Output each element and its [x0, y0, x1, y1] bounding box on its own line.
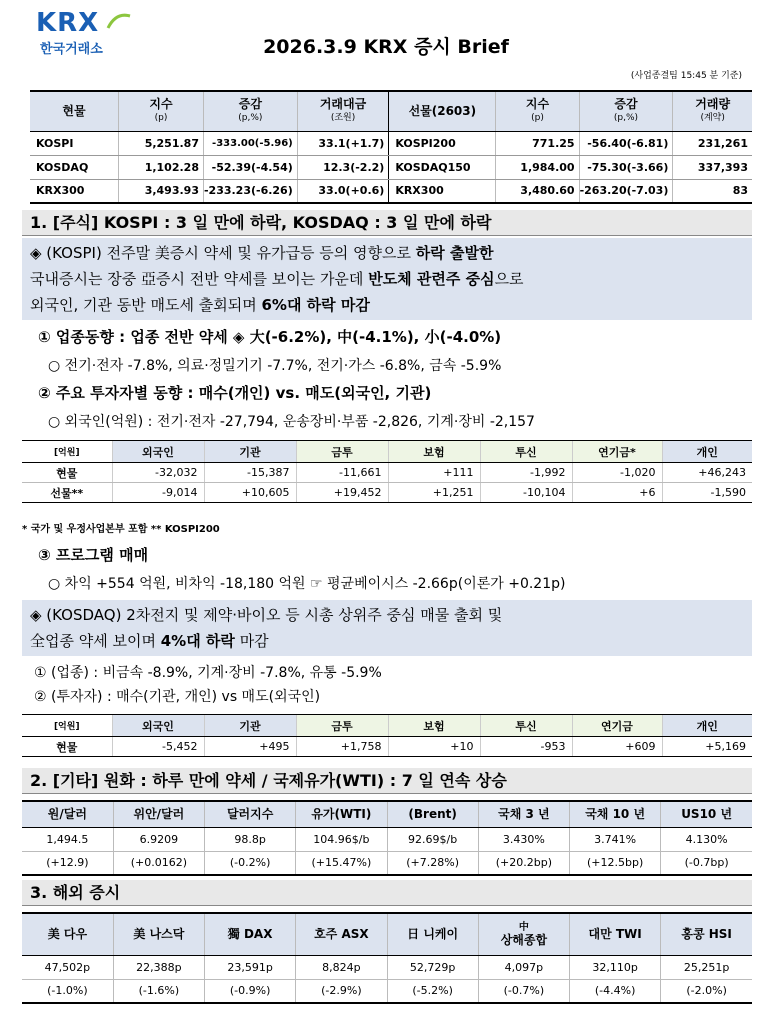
cell: (-0.2%): [205, 851, 296, 875]
col-spot: 현물: [30, 91, 119, 131]
cell: (-1.6%): [113, 979, 204, 1003]
row-label: 현물: [22, 463, 112, 483]
section-2-title: 2. [기타] 원화 : 하루 만에 약세 / 국제유가(WTI) : 7 일 연속 상승: [22, 768, 752, 794]
cell: -1,020: [572, 463, 662, 483]
col-us10y: US10 년: [661, 801, 752, 827]
cell: (-5.2%): [387, 979, 478, 1003]
col-wti: 유가(WTI): [296, 801, 387, 827]
row-index: 3,493.93: [119, 179, 204, 203]
col-hsi: 홍콩 HSI: [661, 913, 752, 955]
cell: (+12.9): [22, 851, 113, 875]
cell: (+12.5bp): [570, 851, 661, 875]
kosdaq-text-2: 全업종 약세 보이며: [30, 632, 161, 650]
cell: 25,251p: [661, 955, 752, 979]
cell: 23,591p: [205, 955, 296, 979]
col-foreign: 외국인: [112, 715, 204, 737]
table-row: [22, 483, 752, 503]
kosdaq-text-3: 마감: [234, 632, 269, 650]
unit-label: [억원]: [22, 441, 112, 463]
row-fut-change: -56.40(-6.81): [579, 131, 673, 155]
col-fut-change: 증감 (p,%): [579, 91, 673, 131]
cell: -1,590: [662, 483, 752, 503]
row-value: 33.1(+1.7): [297, 131, 389, 155]
shanghai-label: 상해종합: [500, 933, 548, 948]
col-foreign: 외국인: [112, 441, 204, 463]
col-pension: 연기금*: [572, 441, 662, 463]
cell: (+15.47%): [296, 851, 387, 875]
col-institution: 기관: [204, 715, 296, 737]
kosdaq-investor: ② (투자자) : 매수(기관, 개인) vs 매도(외국인): [34, 689, 321, 705]
kosdaq-summary-box: [22, 600, 752, 656]
row-fut-name: KRX300: [389, 179, 496, 203]
col-fin-invest: 금투: [296, 441, 388, 463]
cell: -10,104: [480, 483, 572, 503]
cell: (-1.0%): [22, 979, 113, 1003]
col-trust: 투신: [480, 715, 572, 737]
cell: +609: [572, 737, 662, 757]
fx-header-row: [22, 801, 752, 827]
cell: +111: [388, 463, 480, 483]
cell: -1,992: [480, 463, 572, 483]
row-value: 12.3(-2.2): [297, 155, 389, 179]
row-label: 현물: [22, 737, 112, 757]
cell: -11,661: [296, 463, 388, 483]
col-fin-invest: 금투: [296, 715, 388, 737]
program-trading-detail: ○ 차익 +554 억원, 비차익 -18,180 억원 ☞ 평균베이시스 -2.66p(이론가 +0.21p): [48, 576, 566, 592]
col-value: 거래대금 (조원): [297, 91, 389, 131]
table-row: [30, 179, 752, 203]
market-summary-table: [30, 90, 752, 204]
row-change: -233.23(-6.26): [203, 179, 297, 203]
col-individual: 개인: [662, 715, 752, 737]
col-asx: 호주 ASX: [296, 913, 387, 955]
kospi-text-1: ◈ (KOSPI) 전주말 美증시 약세 및 유가급등 등의 영향으로: [30, 244, 416, 262]
col-nasdaq: 美 나스닥: [113, 913, 204, 955]
summary-header-row: [30, 91, 752, 131]
cell: 4.130%: [661, 827, 752, 851]
kospi-text-4: 외국인, 기관 동반 매도세 출회되며: [30, 296, 262, 314]
row-fut-name: KOSPI200: [389, 131, 496, 155]
row-volume: 83: [673, 179, 752, 203]
cell: +19,452: [296, 483, 388, 503]
cell: (+0.0162): [113, 851, 204, 875]
col-change: 증감 (p,%): [203, 91, 297, 131]
row-change: -333.00(-5.96): [203, 131, 297, 155]
kospi-bold-2: 반도체 관련주 중심: [368, 270, 495, 288]
cell: 22,388p: [113, 955, 204, 979]
row-fut-change: -75.30(-3.66): [579, 155, 673, 179]
row-index: 5,251.87: [119, 131, 204, 155]
cell: 98.8p: [205, 827, 296, 851]
investor-table-kosdaq: [22, 714, 752, 757]
cell: +6: [572, 483, 662, 503]
cell: (-0.7bp): [661, 851, 752, 875]
col-shanghai: [478, 913, 569, 955]
asof-note: (사업종결팀 15:45 분 기준): [630, 71, 742, 81]
table-row: [30, 155, 752, 179]
table-row: [22, 463, 752, 483]
col-fut-index: 지수 (p): [496, 91, 579, 131]
row-label: 선물**: [22, 483, 112, 503]
row-name: KRX300: [30, 179, 119, 203]
logo-text: KRX: [36, 8, 100, 38]
cell: 8,824p: [296, 955, 387, 979]
row-fut-index: 3,480.60: [496, 179, 579, 203]
kospi-bold-3: 6%대 하락 마감: [261, 296, 370, 314]
table-row: [22, 979, 752, 1003]
logo-subtext: 한국거래소: [40, 42, 103, 57]
row-fut-index: 1,984.00: [496, 155, 579, 179]
industry-trend-title: ① 업종동향 : 업종 전반 약세 ◈ 大(-6.2%), 中(-4.1%), 小(-4.0%): [38, 328, 502, 346]
col-dow: 美 다우: [22, 913, 113, 955]
table-footnote: * 국가 및 우정사업본부 포함 ** KOSPI200: [22, 524, 220, 535]
fx-rates-table: [22, 800, 752, 876]
global-markets-table: [22, 912, 752, 1004]
cell: 32,110p: [570, 955, 661, 979]
row-fut-index: 771.25: [496, 131, 579, 155]
col-dollar-index: 달러지수: [205, 801, 296, 827]
row-volume: 337,393: [673, 155, 752, 179]
cell: (-4.4%): [570, 979, 661, 1003]
cell: +46,243: [662, 463, 752, 483]
col-futures: 선물(2603): [389, 91, 496, 131]
row-fut-name: KOSDAQ150: [389, 155, 496, 179]
table-row: [22, 827, 752, 851]
kospi-text-2: 국내증시는 장중 亞증시 전반 약세를 보이는 가운데: [30, 270, 369, 288]
cell: 3.430%: [478, 827, 569, 851]
cell: -5,452: [112, 737, 204, 757]
kosdaq-text-1: ◈ (KOSDAQ) 2차전지 및 제약·바이오 등 시총 상위주 중심 매물 출회 및: [30, 606, 503, 624]
row-volume: 231,261: [673, 131, 752, 155]
col-nikkei: 日 니케이: [387, 913, 478, 955]
cell: 1,494.5: [22, 827, 113, 851]
table-row: [30, 131, 752, 155]
cell: -32,032: [112, 463, 204, 483]
cell: +5,169: [662, 737, 752, 757]
col-pension: 연기금: [572, 715, 662, 737]
cell: (-0.7%): [478, 979, 569, 1003]
program-trading-title: ③ 프로그램 매매: [38, 546, 149, 564]
col-taiwan: 대만 TWI: [570, 913, 661, 955]
cell: 3.741%: [570, 827, 661, 851]
row-index: 1,102.28: [119, 155, 204, 179]
cell: (+20.2bp): [478, 851, 569, 875]
col-individual: 개인: [662, 441, 752, 463]
logo-swoosh-icon: [106, 12, 132, 32]
cell: +10: [388, 737, 480, 757]
cell: +1,758: [296, 737, 388, 757]
section-3-title: 3. 해외 증시: [22, 880, 752, 906]
section-1-title: 1. [주식] KOSPI : 3 일 만에 하락, KOSDAQ : 3 일 만에 하락: [22, 210, 752, 236]
kosdaq-bold-1: 4%대 하락: [160, 632, 235, 650]
col-dax: 獨 DAX: [205, 913, 296, 955]
row-name: KOSDAQ: [30, 155, 119, 179]
row-value: 33.0(+0.6): [297, 179, 389, 203]
cell: (-2.9%): [296, 979, 387, 1003]
col-index: 지수 (p): [119, 91, 204, 131]
cell: +1,251: [388, 483, 480, 503]
col-insurance: 보험: [388, 715, 480, 737]
global-header-row: [22, 913, 752, 955]
col-ktb10y: 국채 10 년: [570, 801, 661, 827]
cell: 47,502p: [22, 955, 113, 979]
china-prefix: 中: [518, 922, 529, 934]
col-ktb3y: 국채 3 년: [478, 801, 569, 827]
kospi-bold-1: 하락 출발한: [415, 244, 494, 262]
cell: 104.96$/b: [296, 827, 387, 851]
kospi-text-3: 으로: [494, 270, 524, 288]
col-institution: 기관: [204, 441, 296, 463]
table-row: [22, 737, 752, 757]
cell: -15,387: [204, 463, 296, 483]
cell: (-0.9%): [205, 979, 296, 1003]
investor-trend-title: ② 주요 투자자별 동향 : 매수(개인) vs. 매도(외국인, 기관): [38, 384, 432, 402]
kosdaq-industry: ① (업종) : 비금속 -8.9%, 기계·장비 -7.8%, 유통 -5.9%: [34, 665, 382, 681]
cell: +10,605: [204, 483, 296, 503]
cell: +495: [204, 737, 296, 757]
col-trust: 투신: [480, 441, 572, 463]
unit-label: [억원]: [22, 715, 112, 737]
col-insurance: 보험: [388, 441, 480, 463]
kospi-summary-box: [22, 238, 752, 320]
cell: (+7.28%): [387, 851, 478, 875]
row-fut-change: -263.20(-7.03): [579, 179, 673, 203]
table-row: [22, 955, 752, 979]
investor-table-kospi: [22, 440, 752, 503]
page-title: 2026.3.9 KRX 증시 Brief: [263, 36, 509, 58]
row-name: KOSPI: [30, 131, 119, 155]
cell: -953: [480, 737, 572, 757]
cell: -9,014: [112, 483, 204, 503]
table-row: [22, 851, 752, 875]
investor-trend-detail: ○ 외국인(억원) : 전기·전자 -27,794, 운송장비·부품 -2,826, 기계·장비 -2,157: [48, 414, 535, 430]
col-brent: (Brent): [387, 801, 478, 827]
col-volume: 거래량 (계약): [673, 91, 752, 131]
cell: (-2.0%): [661, 979, 752, 1003]
cell: 92.69$/b: [387, 827, 478, 851]
col-cny-usd: 위안/달러: [113, 801, 204, 827]
col-krw-usd: 원/달러: [22, 801, 113, 827]
row-change: -52.39(-4.54): [203, 155, 297, 179]
investor-header-row: [22, 441, 752, 463]
cell: 6.9209: [113, 827, 204, 851]
investor-header-row: [22, 715, 752, 737]
cell: 52,729p: [387, 955, 478, 979]
industry-trend-detail: ○ 전기·전자 -7.8%, 의료·정밀기기 -7.7%, 전기·가스 -6.8%, 금속 -5.9%: [48, 358, 502, 374]
cell: 4,097p: [478, 955, 569, 979]
